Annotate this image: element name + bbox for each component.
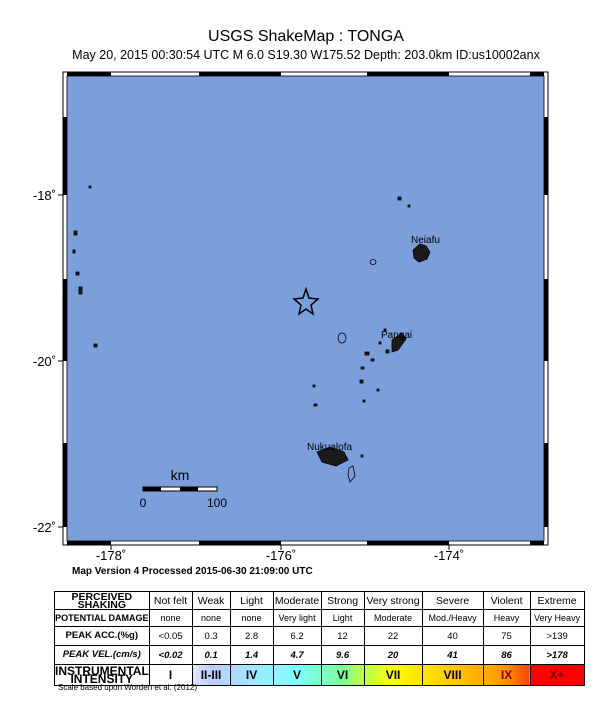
- legend-row-vel: [55, 646, 585, 665]
- legend-row-label: INSTRUMENTAL INTENSITY: [55, 664, 149, 686]
- legend-cell: Strong: [321, 592, 364, 610]
- legend-row-label: PERCEIVED SHAKING: [55, 592, 150, 610]
- event-details: May 20, 2015 00:30:54 UTC M 6.0 S19.30 W175.52 Depth: 203.0km ID:us10002anx: [72, 48, 540, 62]
- legend-row-shaking: [55, 592, 585, 610]
- intensity-cell: VIII: [422, 665, 483, 686]
- legend-row-label: POTENTIAL DAMAGE: [55, 610, 150, 627]
- legend-row-label: PEAK VEL.(cm/s): [55, 646, 150, 665]
- legend-cell: Light: [230, 592, 273, 610]
- scale-right-label: 100: [206, 496, 228, 510]
- scale-note: Scale based upon Worden et al. (2012): [58, 683, 198, 692]
- intensity-cell: X+: [530, 665, 584, 686]
- bottom-border: [67, 541, 544, 545]
- legend-cell: Severe: [422, 592, 483, 610]
- legend-cell: none: [192, 610, 230, 627]
- legend-cell: >139: [530, 627, 584, 646]
- legend-cell: 12: [321, 627, 364, 646]
- y-axis-label: -18˚: [32, 188, 56, 203]
- legend-cell: none: [149, 610, 192, 627]
- legend-cell: Not felt: [149, 592, 192, 610]
- legend-cell: none: [230, 610, 273, 627]
- legend-cell: Very Heavy: [530, 610, 584, 627]
- legend-cell: Very strong: [364, 592, 422, 610]
- intensity-cell: I: [149, 665, 192, 686]
- legend-cell: <0.05: [149, 627, 192, 646]
- intensity-cell: VI: [321, 665, 364, 686]
- legend-cell: Moderate: [273, 592, 321, 610]
- legend-cell: 0.3: [192, 627, 230, 646]
- intensity-cell: VII: [364, 665, 422, 686]
- legend-cell: 4.7: [273, 646, 321, 665]
- scale-left-label: 0: [139, 496, 147, 510]
- legend-row-label: PEAK ACC.(%g): [55, 627, 150, 646]
- legend-row-acc: [55, 627, 585, 646]
- legend-cell: Weak: [192, 592, 230, 610]
- legend-cell: Violent: [483, 592, 530, 610]
- legend-cell: 40: [422, 627, 483, 646]
- left-border: [63, 117, 67, 527]
- legend-cell: Light: [321, 610, 364, 627]
- legend-row-damage: [55, 610, 585, 627]
- y-axis-label: -22˚: [32, 520, 56, 535]
- legend-cell: >178: [530, 646, 584, 665]
- legend-cell: 0.1: [192, 646, 230, 665]
- legend-cell: 75: [483, 627, 530, 646]
- legend-cell: 6.2: [273, 627, 321, 646]
- map-title: USGS ShakeMap : TONGA: [208, 28, 404, 45]
- legend-cell: 9.6: [321, 646, 364, 665]
- intensity-cell: II-III: [192, 665, 230, 686]
- legend-cell: Heavy: [483, 610, 530, 627]
- y-axis-label: -20˚: [32, 354, 56, 369]
- x-axis-label: -178˚: [95, 548, 127, 560]
- top-border: [67, 72, 544, 76]
- map-version: Map Version 4 Processed 2015-06-30 21:09:00 UTC: [72, 566, 313, 577]
- legend-cell: Extreme: [530, 592, 584, 610]
- legend-cell: 1.4: [230, 646, 273, 665]
- legend-cell: Very light: [273, 610, 321, 627]
- place-label-pangai: Pangai: [381, 330, 413, 341]
- place-label-nukualofa: Nukualofa: [307, 442, 353, 453]
- intensity-cell: IX: [483, 665, 530, 686]
- x-axis-label: -174˚: [433, 548, 465, 560]
- scale-unit: km: [170, 467, 190, 483]
- x-axis-label: -176˚: [265, 548, 297, 560]
- legend-cell: Moderate: [364, 610, 422, 627]
- intensity-legend: [54, 591, 585, 686]
- right-border: [544, 117, 548, 527]
- legend-cell: <0.02: [149, 646, 192, 665]
- legend-cell: 41: [422, 646, 483, 665]
- legend-cell: 20: [364, 646, 422, 665]
- legend-cell: 86: [483, 646, 530, 665]
- legend-cell: 22: [364, 627, 422, 646]
- intensity-cell: IV: [230, 665, 273, 686]
- place-label-neiafu: Neiafu: [411, 235, 440, 246]
- legend-cell: Mod./Heavy: [422, 610, 483, 627]
- legend-cell: 2.8: [230, 627, 273, 646]
- intensity-cell: V: [273, 665, 321, 686]
